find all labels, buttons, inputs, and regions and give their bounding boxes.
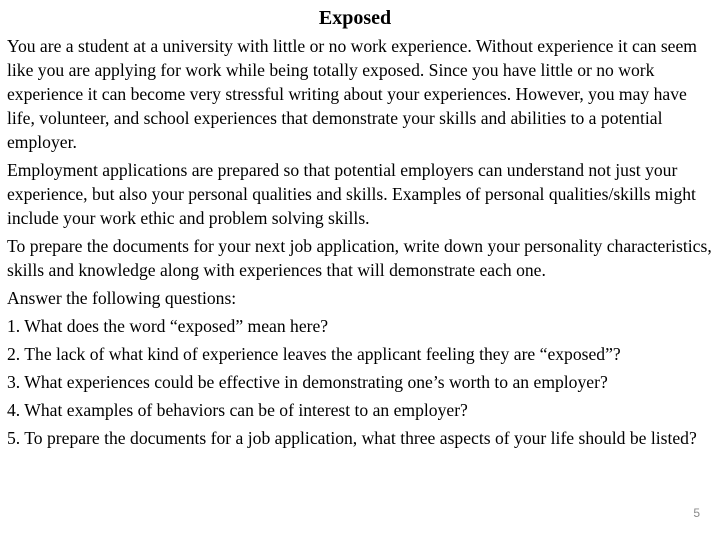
questions-intro: Answer the following questions: [7, 288, 237, 308]
question-item-3: 3. What experiences could be effective in demonstrating one’s worth to an employer? [7, 372, 608, 392]
paragraph-applications: Employment applications are prepared so that potential employers can understand not just your experience, but also your personal qualities and skills. Examples of personal qualities/skills might include your work ethic and problem solving skills. [7, 160, 696, 228]
page-number: 5 [693, 506, 700, 520]
paragraph-intro: You are a student at a university with little or no work experience. Without experience it can seem like you are applying for work while being totally exposed. Since you have little or no work experience it can become very stressful writing about your experiences. However, you may have life, volunteer, and school experiences that demonstrate your skills and abilities to a potential employer. [7, 36, 697, 152]
slide-body [7, 34, 715, 454]
question-item-2: 2. The lack of what kind of experience leaves the applicant feeling they are “exposed”? [7, 344, 621, 364]
question-item-1: 1. What does the word “exposed” mean here? [7, 316, 329, 336]
slide-title: Exposed [318, 7, 392, 29]
paragraph-prepare: To prepare the documents for your next job application, write down your personality characteristics, skills and knowledge along with experiences that will demonstrate each one. [7, 236, 712, 280]
question-item-4: 4. What examples of behaviors can be of interest to an employer? [7, 400, 468, 420]
question-item-5: 5. To prepare the documents for a job application, what three aspects of your life should be listed? [7, 428, 697, 448]
